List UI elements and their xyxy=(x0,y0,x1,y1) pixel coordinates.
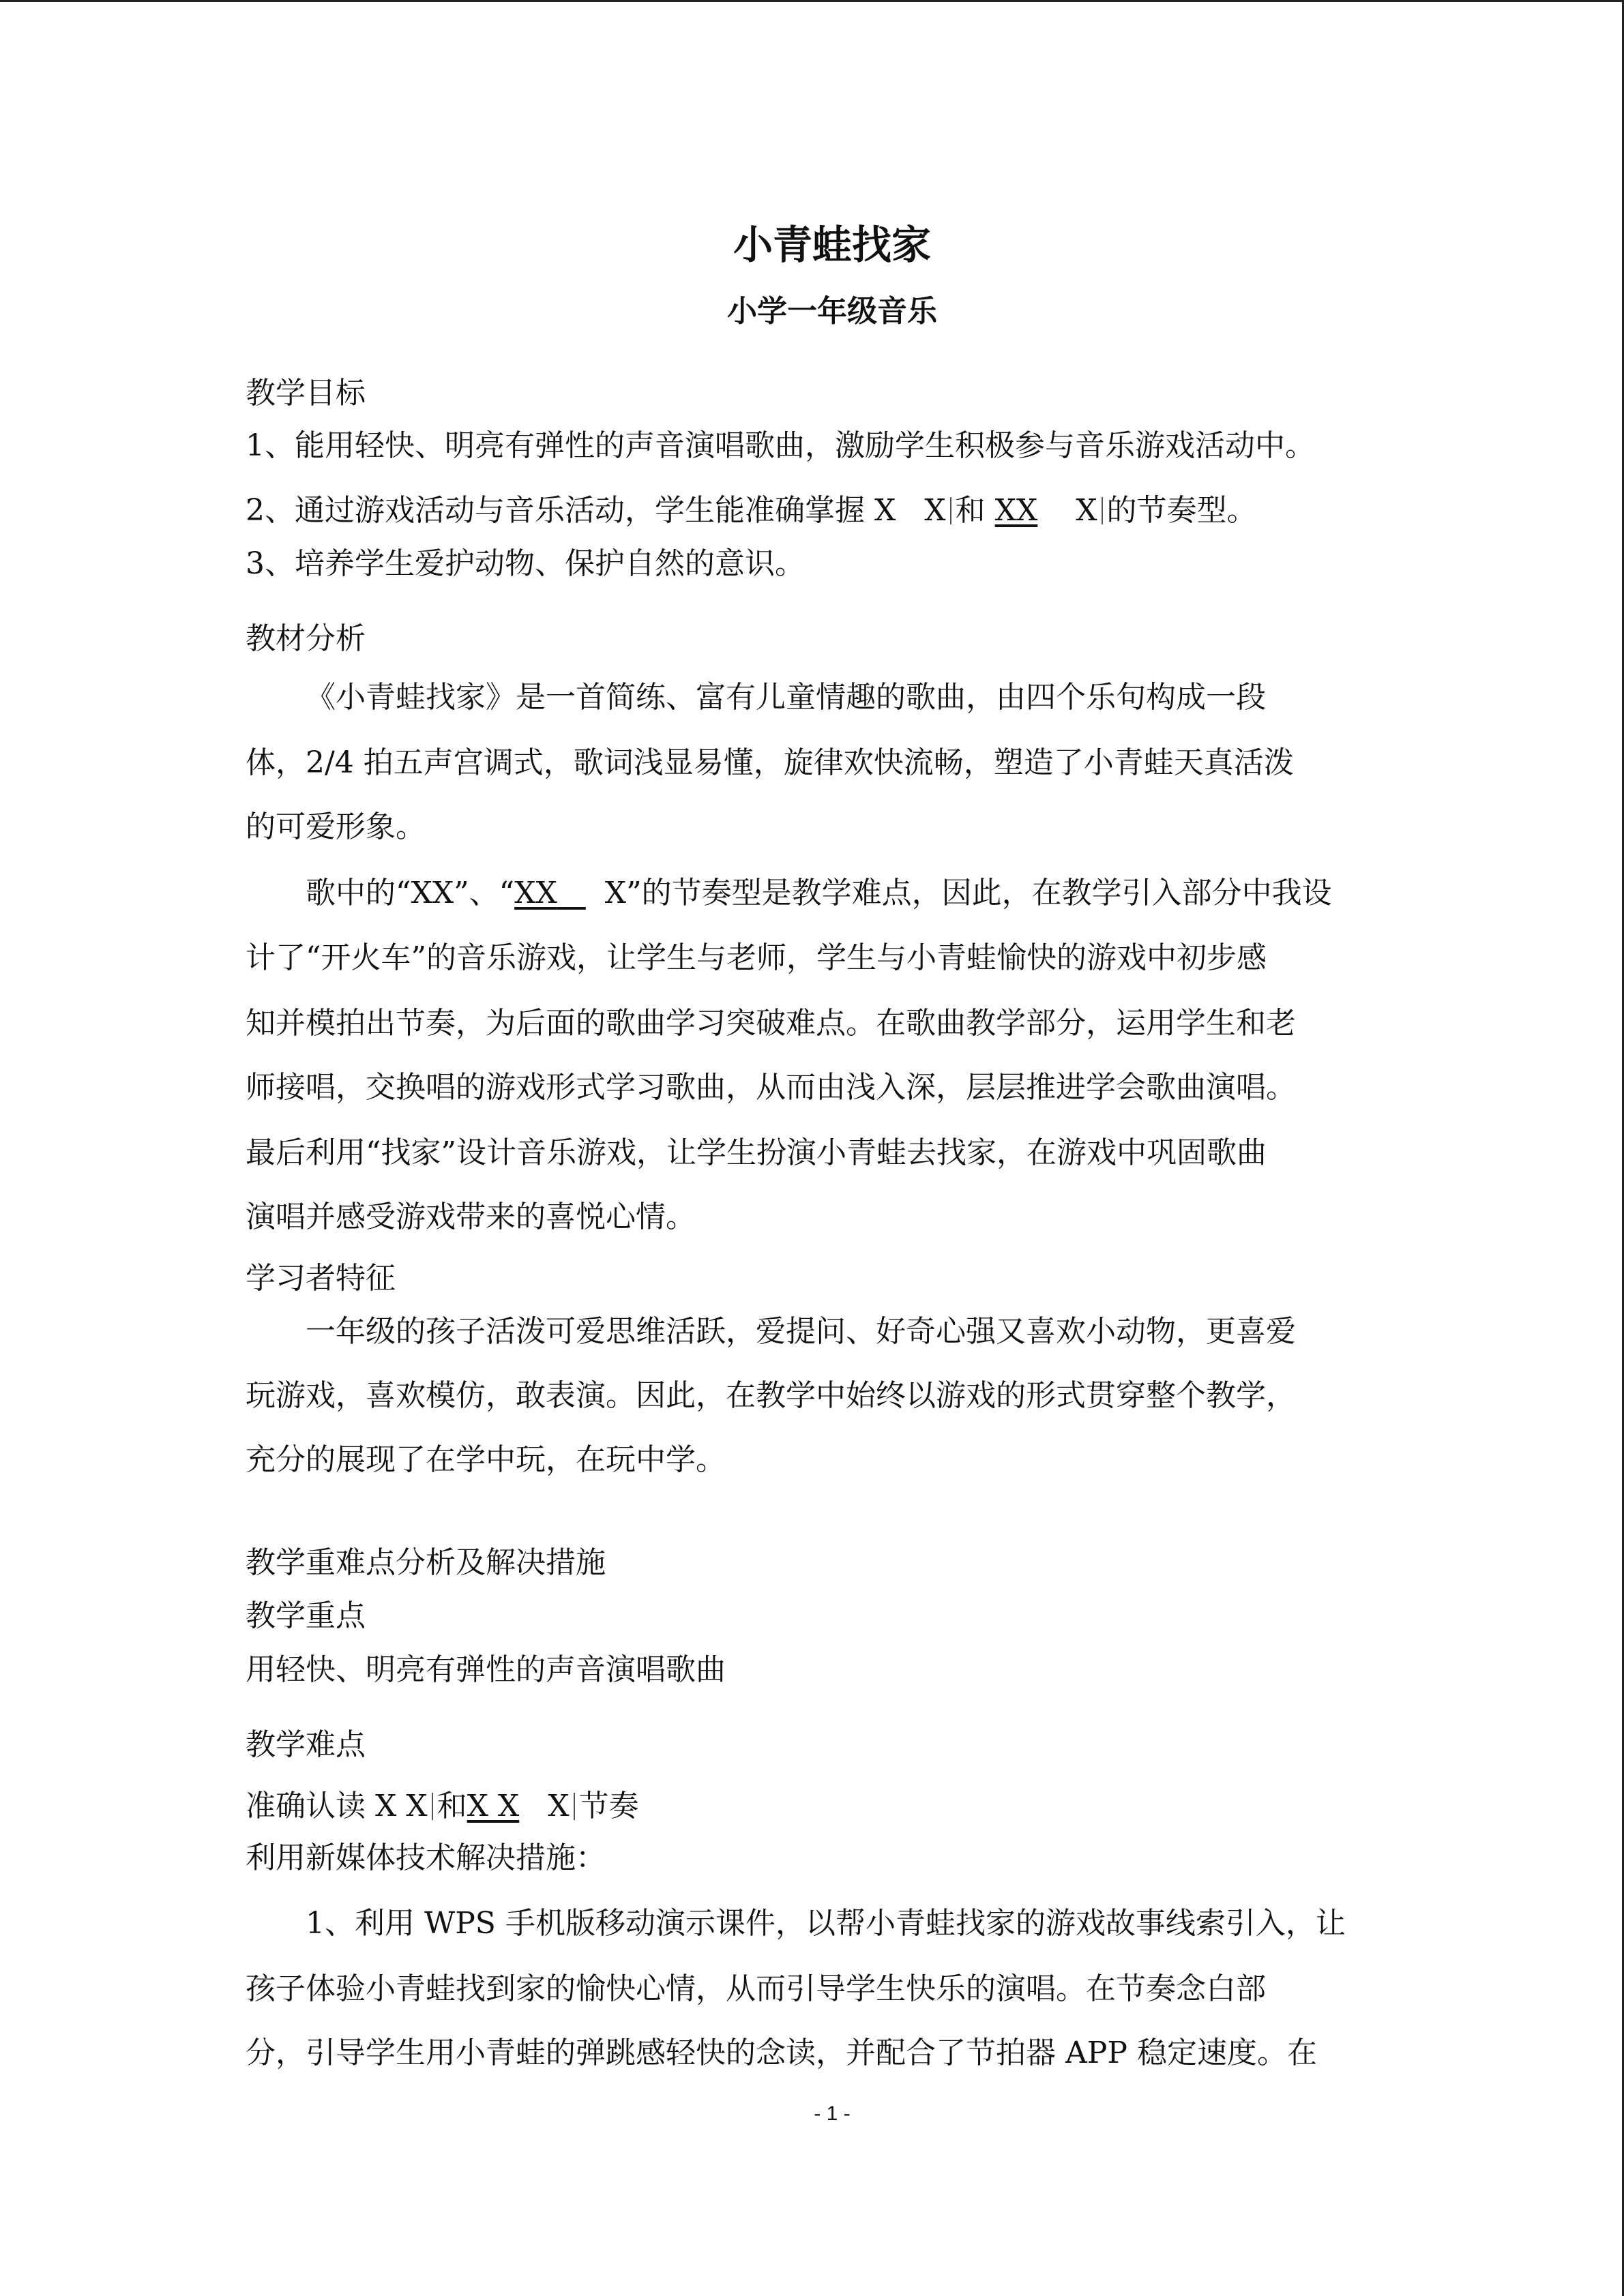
objective-item-2-prefix: 2、通过游戏活动与音乐活动，学生能准确掌握 X xyxy=(246,493,896,528)
analysis-line: 师接唱，交换唱的游戏形式学习歌曲，从而由浅入深，层层推进学会歌曲演唱。 xyxy=(246,1070,1296,1105)
analysis-line: 最后利用“找家”设计音乐游戏，让学生扮演小青蛙去找家，在游戏中巩固歌曲 xyxy=(246,1135,1267,1170)
analysis-line: 《小青蛙找家》是一首简练、富有儿童情趣的歌曲，由四个乐句构成一段 xyxy=(306,680,1266,715)
media-line: 孩子体验小青蛙找到家的愉快心情，从而引导学生快乐的演唱。在节奏念白部 xyxy=(246,1971,1266,2006)
barline-icon xyxy=(1102,497,1103,524)
conjunction-and: 和 xyxy=(955,493,986,528)
page-border-top xyxy=(0,0,1624,2)
section-heading-analysis: 教材分析 xyxy=(246,621,366,656)
difficulty-suffix: 节奏 xyxy=(578,1789,639,1823)
difficulty-prefix: 准确认读 X X xyxy=(246,1789,428,1823)
objective-item-1: 1、能用轻快、明亮有弹性的声音演唱歌曲，激励学生积极参与音乐游戏活动中。 xyxy=(246,428,1315,463)
analysis-text: X”的节奏型是教学难点，因此，在教学引入部分中我设 xyxy=(604,876,1332,910)
analysis-line: 的可爱形象。 xyxy=(246,809,426,844)
conjunction-and: 和 xyxy=(437,1789,467,1823)
document-subtitle: 小学一年级音乐 xyxy=(727,294,937,329)
section-heading-objectives: 教学目标 xyxy=(246,376,366,411)
section-heading-learners: 学习者特征 xyxy=(246,1261,396,1296)
objective-item-2 xyxy=(246,486,1257,529)
difficulty-text xyxy=(246,1781,639,1825)
analysis-line xyxy=(306,868,1332,912)
difficulty-label: 教学难点 xyxy=(246,1727,366,1762)
learners-line: 充分的展现了在学中玩，在玩中学。 xyxy=(246,1442,726,1477)
barline-icon xyxy=(432,1793,433,1820)
barline-icon xyxy=(950,497,951,524)
rhythm-x: X xyxy=(548,1789,570,1823)
media-line: 分，引导学生用小青蛙的弹跳感轻快的念读，并配合了节拍器 APP 稳定速度。在 xyxy=(246,2036,1317,2070)
focus-label: 教学重点 xyxy=(246,1598,366,1633)
section-heading-keypoints: 教学重难点分析及解决措施 xyxy=(246,1545,606,1580)
focus-text: 用轻快、明亮有弹性的声音演唱歌曲 xyxy=(246,1652,726,1687)
analysis-line: 演唱并感受游戏带来的喜悦心情。 xyxy=(246,1199,696,1234)
barline-icon xyxy=(574,1793,575,1820)
rhythm-x: X xyxy=(1076,493,1097,528)
analysis-line: 计了“开火车”的音乐游戏，让学生与老师，学生与小青蛙愉快的游戏中初步感 xyxy=(246,940,1267,975)
analysis-line: 知并模拍出节奏，为后面的歌曲学习突破难点。在歌曲教学部分，运用学生和老 xyxy=(246,1006,1296,1041)
rhythm-xx-underlined: XX xyxy=(514,876,557,910)
document-title: 小青蛙找家 xyxy=(733,222,931,268)
page-number: - 1 - xyxy=(814,2102,851,2125)
media-label: 利用新媒体技术解决措施： xyxy=(246,1840,606,1875)
rhythm-xx-underlined: XX xyxy=(994,493,1038,528)
objective-item-2-suffix: 的节奏型。 xyxy=(1106,493,1257,528)
learners-line: 一年级的孩子活泼可爱思维活跃，爱提问、好奇心强又喜欢小动物，更喜爱 xyxy=(306,1314,1296,1349)
objective-item-3: 3、培养学生爱护动物、保护自然的意识。 xyxy=(246,546,805,581)
media-line: 1、利用 WPS 手机版移动演示课件，以帮小青蛙找家的游戏故事线索引入，让 xyxy=(306,1906,1346,1941)
analysis-line: 体，2/4 拍五声宫调式，歌词浅显易懂，旋律欢快流畅，塑造了小青蛙天真活泼 xyxy=(246,745,1294,780)
rhythm-xx-underlined: X X xyxy=(467,1789,520,1823)
learners-line: 玩游戏，喜欢模仿，敢表演。因此，在教学中始终以游戏的形式贯穿整个教学， xyxy=(246,1378,1296,1413)
rhythm-x: X xyxy=(924,493,946,528)
analysis-text: 歌中的“XX”、“ xyxy=(306,876,515,910)
